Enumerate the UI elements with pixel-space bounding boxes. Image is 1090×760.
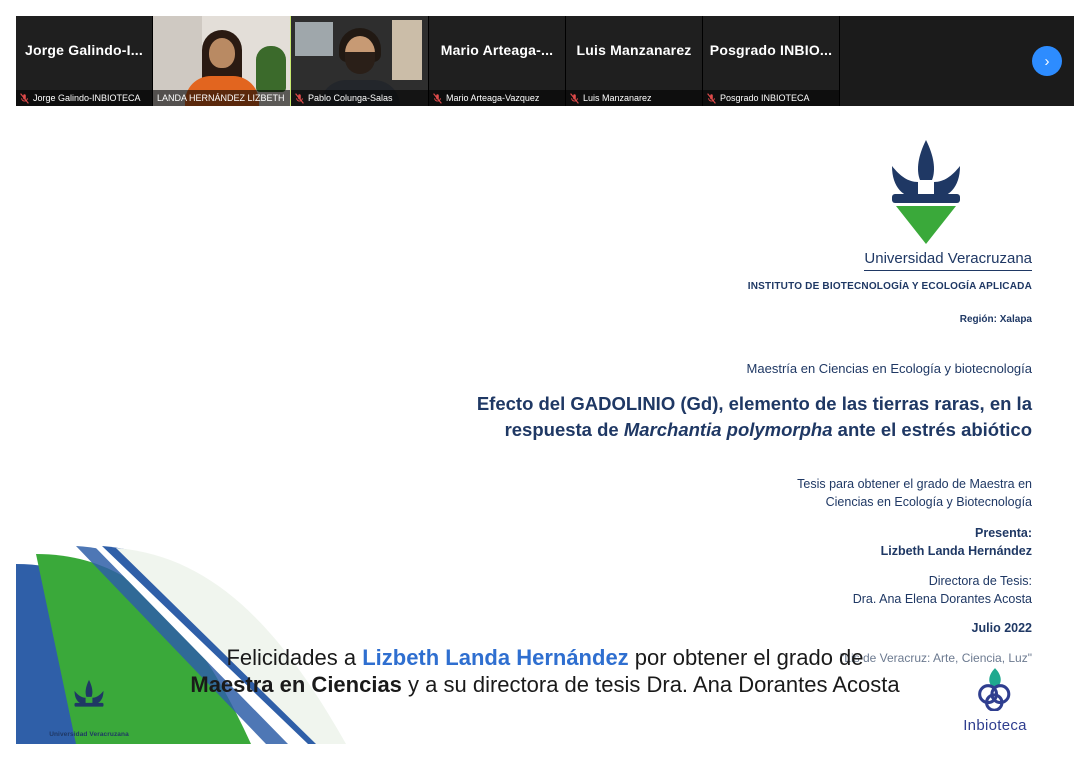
caption-graduate-name: Lizbeth Landa Hernández	[362, 645, 629, 670]
caption-line1-post: por obtener el grado de	[628, 645, 864, 670]
participant-display-name: Luis Manzanarez	[576, 42, 692, 58]
presenta-name: Lizbeth Landa Hernández	[880, 544, 1032, 559]
participant-tile[interactable]	[429, 16, 566, 106]
universidad-veracruzana-footer-icon	[66, 678, 112, 726]
mic-muted-icon	[433, 93, 442, 104]
mic-muted-icon	[570, 93, 579, 104]
thesis-title-part1: Efecto del GADOLINIO (Gd), elemento de las tierras raras, en la respuesta de	[476, 393, 1032, 441]
university-branding	[612, 136, 1032, 325]
mic-muted-icon	[707, 93, 716, 104]
participant-tile[interactable]	[16, 16, 153, 106]
presenter-block	[881, 524, 1032, 560]
participant-filmstrip	[16, 16, 1074, 106]
mic-muted-icon	[20, 93, 29, 104]
filmstrip-next-button[interactable]: ›	[1032, 46, 1062, 76]
university-motto: "Lis de Veracruz: Arte, Ciencia, Luz"	[840, 651, 1032, 665]
caption-line2-rest: y a su directora de tesis Dra. Ana Dorantes Acosta	[401, 672, 900, 698]
directora-name: Dra. Ana Elena Dorantes Acosta	[852, 592, 1032, 607]
degree-statement	[797, 476, 1032, 511]
caption-degree: Maestra en Ciencias	[190, 672, 402, 698]
participant-footer	[703, 90, 839, 106]
participant-name-label: Jorge Galindo-INBIOTECA	[33, 93, 141, 103]
footer-inbioteca-caption: Inbioteca	[963, 717, 1027, 734]
participant-tile[interactable]	[703, 16, 840, 106]
participant-footer	[291, 90, 428, 106]
inbioteca-icon	[972, 665, 1018, 711]
advisor-block	[853, 572, 1032, 608]
participant-tile[interactable]	[153, 16, 291, 106]
participant-footer	[153, 90, 290, 106]
directora-label: Directora de Tesis:	[928, 574, 1032, 588]
participant-display-name: Mario Arteaga-...	[440, 42, 554, 58]
universidad-veracruzana-logo-icon	[872, 136, 980, 248]
footer-inbioteca-logo	[940, 665, 1050, 734]
program-label: Maestría en Ciencias en Ecología y biotecnología	[746, 361, 1032, 376]
shared-slide	[16, 106, 1074, 744]
thesis-title-species: Marchantia polymorpha	[623, 419, 833, 441]
region-label: Región: Xalapa	[959, 314, 1032, 325]
degree-line-1: Tesis para obtener el grado de Maestra en	[797, 477, 1032, 491]
participant-name-label: Luis Manzanarez	[583, 93, 652, 103]
thesis-title	[472, 391, 1032, 444]
participant-tile[interactable]	[566, 16, 703, 106]
participant-footer	[429, 90, 565, 106]
institute-name: INSTITUTO DE BIOTECNOLOGÍA Y ECOLOGÍA APLICADA	[747, 281, 1032, 292]
participant-footer	[566, 90, 702, 106]
mic-muted-icon	[295, 93, 304, 104]
footer-university-logo	[44, 678, 134, 738]
participant-name-label: LANDA HERNÁNDEZ LIZBETH	[157, 93, 285, 103]
participant-name-label: Posgrado INBIOTECA	[720, 93, 810, 103]
participant-tile[interactable]	[291, 16, 429, 106]
participant-footer	[16, 90, 152, 106]
footer-university-caption: Universidad Veracruzana	[49, 731, 129, 738]
presenta-label: Presenta:	[975, 526, 1032, 540]
degree-line-2: Ciencias en Ecología y Biotecnología	[825, 494, 1032, 509]
caption-line1-pre: Felicidades a	[226, 645, 363, 670]
participant-display-name: Jorge Galindo-I...	[25, 42, 143, 58]
thesis-title-part2: ante el estrés abiótico	[832, 419, 1032, 441]
slide-date: Julio 2022	[971, 621, 1032, 635]
participant-name-label: Mario Arteaga-Vazquez	[446, 93, 540, 103]
participant-display-name: Posgrado INBIO...	[709, 42, 833, 58]
participant-name-label: Pablo Colunga-Salas	[308, 93, 393, 103]
university-name: Universidad Veracruzana	[864, 250, 1032, 271]
